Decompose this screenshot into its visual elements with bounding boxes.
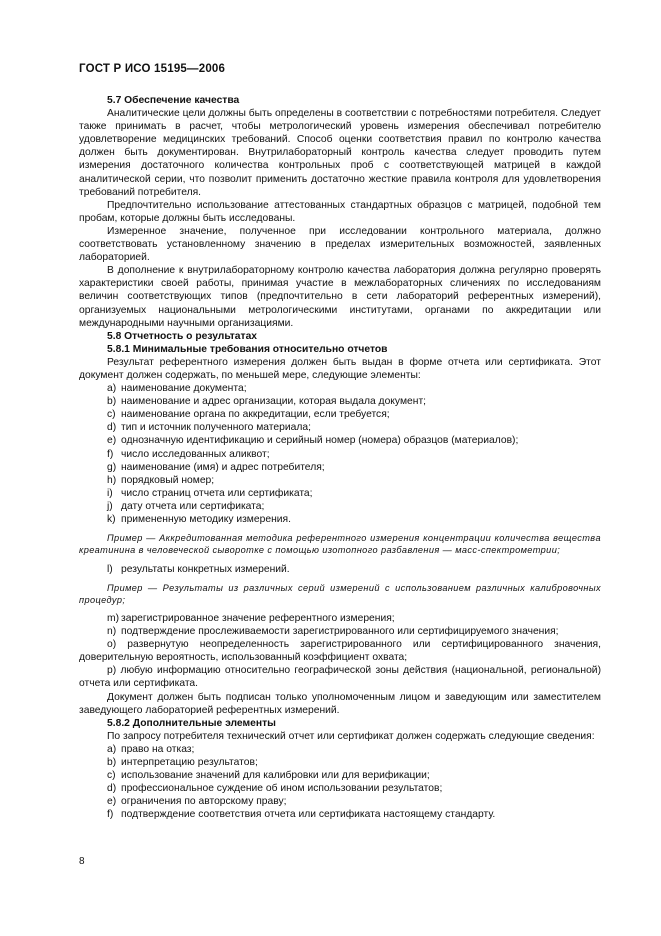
list-marker: d) bbox=[107, 783, 117, 795]
page-number: 8 bbox=[79, 856, 85, 867]
list-marker: m) bbox=[107, 613, 120, 624]
list-item bbox=[79, 625, 601, 638]
list-item-text: использование значений для калибровки или для верификации; bbox=[121, 770, 430, 782]
list-item-text: примененную методику измерения. bbox=[121, 514, 291, 525]
list-marker: i) bbox=[107, 487, 113, 499]
document-body bbox=[79, 94, 601, 822]
list-item bbox=[79, 382, 601, 395]
list-item-text: любую информацию относительно географической зоны действия (национальной, региональной) отчета или сертификата. bbox=[79, 665, 601, 690]
list-marker: b) bbox=[107, 396, 117, 408]
list-item bbox=[79, 487, 601, 500]
list-marker: g) bbox=[107, 461, 117, 473]
list-item-text: дату отчета или сертификата; bbox=[121, 500, 265, 512]
list-item bbox=[79, 434, 601, 447]
list-item-text: наименование документа; bbox=[121, 383, 247, 395]
list-item-text: наименование органа по аккредитации, если требуется; bbox=[121, 409, 390, 421]
list-item-text: число исследованных аликвот; bbox=[121, 448, 270, 460]
list-item bbox=[79, 563, 601, 576]
list-marker: h) bbox=[107, 474, 117, 486]
list-item bbox=[79, 421, 601, 434]
list-item bbox=[79, 408, 601, 421]
list-item bbox=[79, 808, 601, 821]
list-marker: j) bbox=[107, 500, 113, 512]
list-item-text: развернутую неопределенность зарегистрированного или сертифицированного значения, доверительную вероятность, использованный коэффициент охвата; bbox=[79, 639, 601, 664]
list-item-text: подтверждение соответствия отчета или сертификата настоящему стандарту. bbox=[121, 809, 496, 821]
paragraph: Измеренное значение, полученное при исследовании контрольного материала, должно соответствовать установленному значению в пределах измерительных возможностей, заявленных лабораторией. bbox=[79, 225, 601, 264]
list-item bbox=[79, 795, 601, 808]
list-item bbox=[79, 664, 601, 690]
list-item bbox=[79, 474, 601, 487]
list-item bbox=[79, 448, 601, 461]
document-header: ГОСТ Р ИСО 15195—2006 bbox=[79, 63, 226, 75]
list-item bbox=[79, 461, 601, 474]
list-item bbox=[79, 395, 601, 408]
list-item-text: тип и источник полученного материала; bbox=[121, 422, 311, 434]
example-note: Пример — Результаты из различных серий измерений с использованием различных калибровочных процедур; bbox=[79, 582, 601, 605]
list-marker: e) bbox=[107, 435, 117, 447]
list-marker: d) bbox=[107, 422, 117, 434]
list-item bbox=[79, 513, 601, 526]
paragraph: В дополнение к внутрилабораторному контролю качества лаборатория должна регулярно проверять характеристики своей работы, принимая участие в межлабораторных сличениях по исследованиям величин соответствующих типов (предпочтительно в сети лабораторий референтных измерений), организуемых национальными метрологическими институтами, органами по аккредитации или международными научными организациями. bbox=[79, 265, 601, 329]
list-item-text: право на отказ; bbox=[121, 743, 195, 755]
subsection-heading-5-8-2: 5.8.2 Дополнительные элементы bbox=[107, 717, 276, 729]
list-marker: k) bbox=[107, 514, 116, 525]
list-item-text: наименование и адрес организации, которая выдала документ; bbox=[121, 396, 427, 408]
list-marker: l) bbox=[107, 563, 113, 575]
list-marker: a) bbox=[107, 383, 117, 395]
paragraph: Аналитические цели должны быть определены в соответствии с потребностями потребителя. Следует также принимать в расчет, чтобы метрологический уровень измерения обеспечивал потребителю удовлетворение медицинских требований. Способ оценки соответствия правил по контролю качества должен быть документирован. Внутрилабораторный контроль качества следует проводить путем измерения достаточного количества контрольных проб с соответствующей матрицей в каждой аналитической серии, что позволит применить достаточно жесткие правила контроля для удовлетворения требований потребителя. bbox=[79, 108, 601, 198]
list-item-text: наименование (имя) и адрес потребителя; bbox=[121, 461, 325, 473]
paragraph: Предпочтительно использование аттестованных стандартных образцов с матрицей, подобной тем пробам, которые должны быть исследованы. bbox=[79, 199, 601, 224]
list-item bbox=[79, 500, 601, 513]
list-item-text: результаты конкретных измерений. bbox=[121, 563, 290, 575]
list-item-text: однозначную идентификацию и серийный номер (номера) образцов (материалов); bbox=[121, 435, 519, 447]
list-marker: e) bbox=[107, 796, 117, 808]
section-heading-5-7: 5.7 Обеспечение качества bbox=[107, 95, 240, 106]
list-item bbox=[79, 638, 601, 664]
list-marker: c) bbox=[107, 409, 116, 421]
list-item-text: число страниц отчета или сертификата; bbox=[121, 487, 313, 499]
list-item bbox=[79, 769, 601, 782]
list-marker: f) bbox=[107, 448, 114, 460]
example-note: Пример — Аккредитованная методика референтного измерения концентрации количества веществa креатинина в человеческой сыворотке с помощью изотопного разбавления — масс-спектрометрии; bbox=[79, 533, 601, 556]
list-item bbox=[79, 782, 601, 795]
additional-elements-list bbox=[79, 743, 601, 822]
list-item bbox=[79, 743, 601, 756]
list-item bbox=[79, 612, 601, 625]
paragraph: Документ должен быть подписан только уполномоченным лицом и заведующим или заместителем заведующего лабораторией референтных измерений. bbox=[79, 691, 601, 716]
paragraph: Результат референтного измерения должен быть выдан в форме отчета или сертификата. Этот документ должен содержать, по меньшей мере, следующие элементы: bbox=[79, 356, 601, 381]
list-marker: f) bbox=[107, 809, 114, 821]
list-item-text: порядковый номер; bbox=[121, 474, 215, 486]
subsection-heading-5-8-1: 5.8.1 Минимальные требования относительно отчетов bbox=[107, 343, 388, 355]
requirements-list bbox=[79, 382, 601, 526]
requirements-list-continued bbox=[79, 612, 601, 691]
list-marker: c) bbox=[107, 770, 116, 782]
list-marker: a) bbox=[107, 743, 117, 755]
list-item bbox=[79, 756, 601, 769]
list-marker: o) bbox=[107, 639, 117, 651]
list-marker: p) bbox=[107, 665, 117, 677]
section-heading-5-8: 5.8 Отчетность о результатах bbox=[107, 330, 258, 342]
paragraph: По запросу потребителя технический отчет или сертификат должен содержать следующие сведения: bbox=[107, 730, 595, 742]
list-item-text: зарегистрированное значение референтного измерения; bbox=[121, 613, 395, 624]
list-item-text: ограничения по авторскому праву; bbox=[121, 796, 287, 808]
list-item-text: профессиональное суждение об ином использовании результатов; bbox=[121, 783, 443, 795]
list-item-text: подтверждение прослеживаемости зарегистрированного или сертифицируемого значения; bbox=[121, 626, 559, 638]
list-item-text: интерпретацию результатов; bbox=[121, 757, 258, 769]
list-marker: n) bbox=[107, 626, 117, 638]
list-marker: b) bbox=[107, 757, 117, 769]
